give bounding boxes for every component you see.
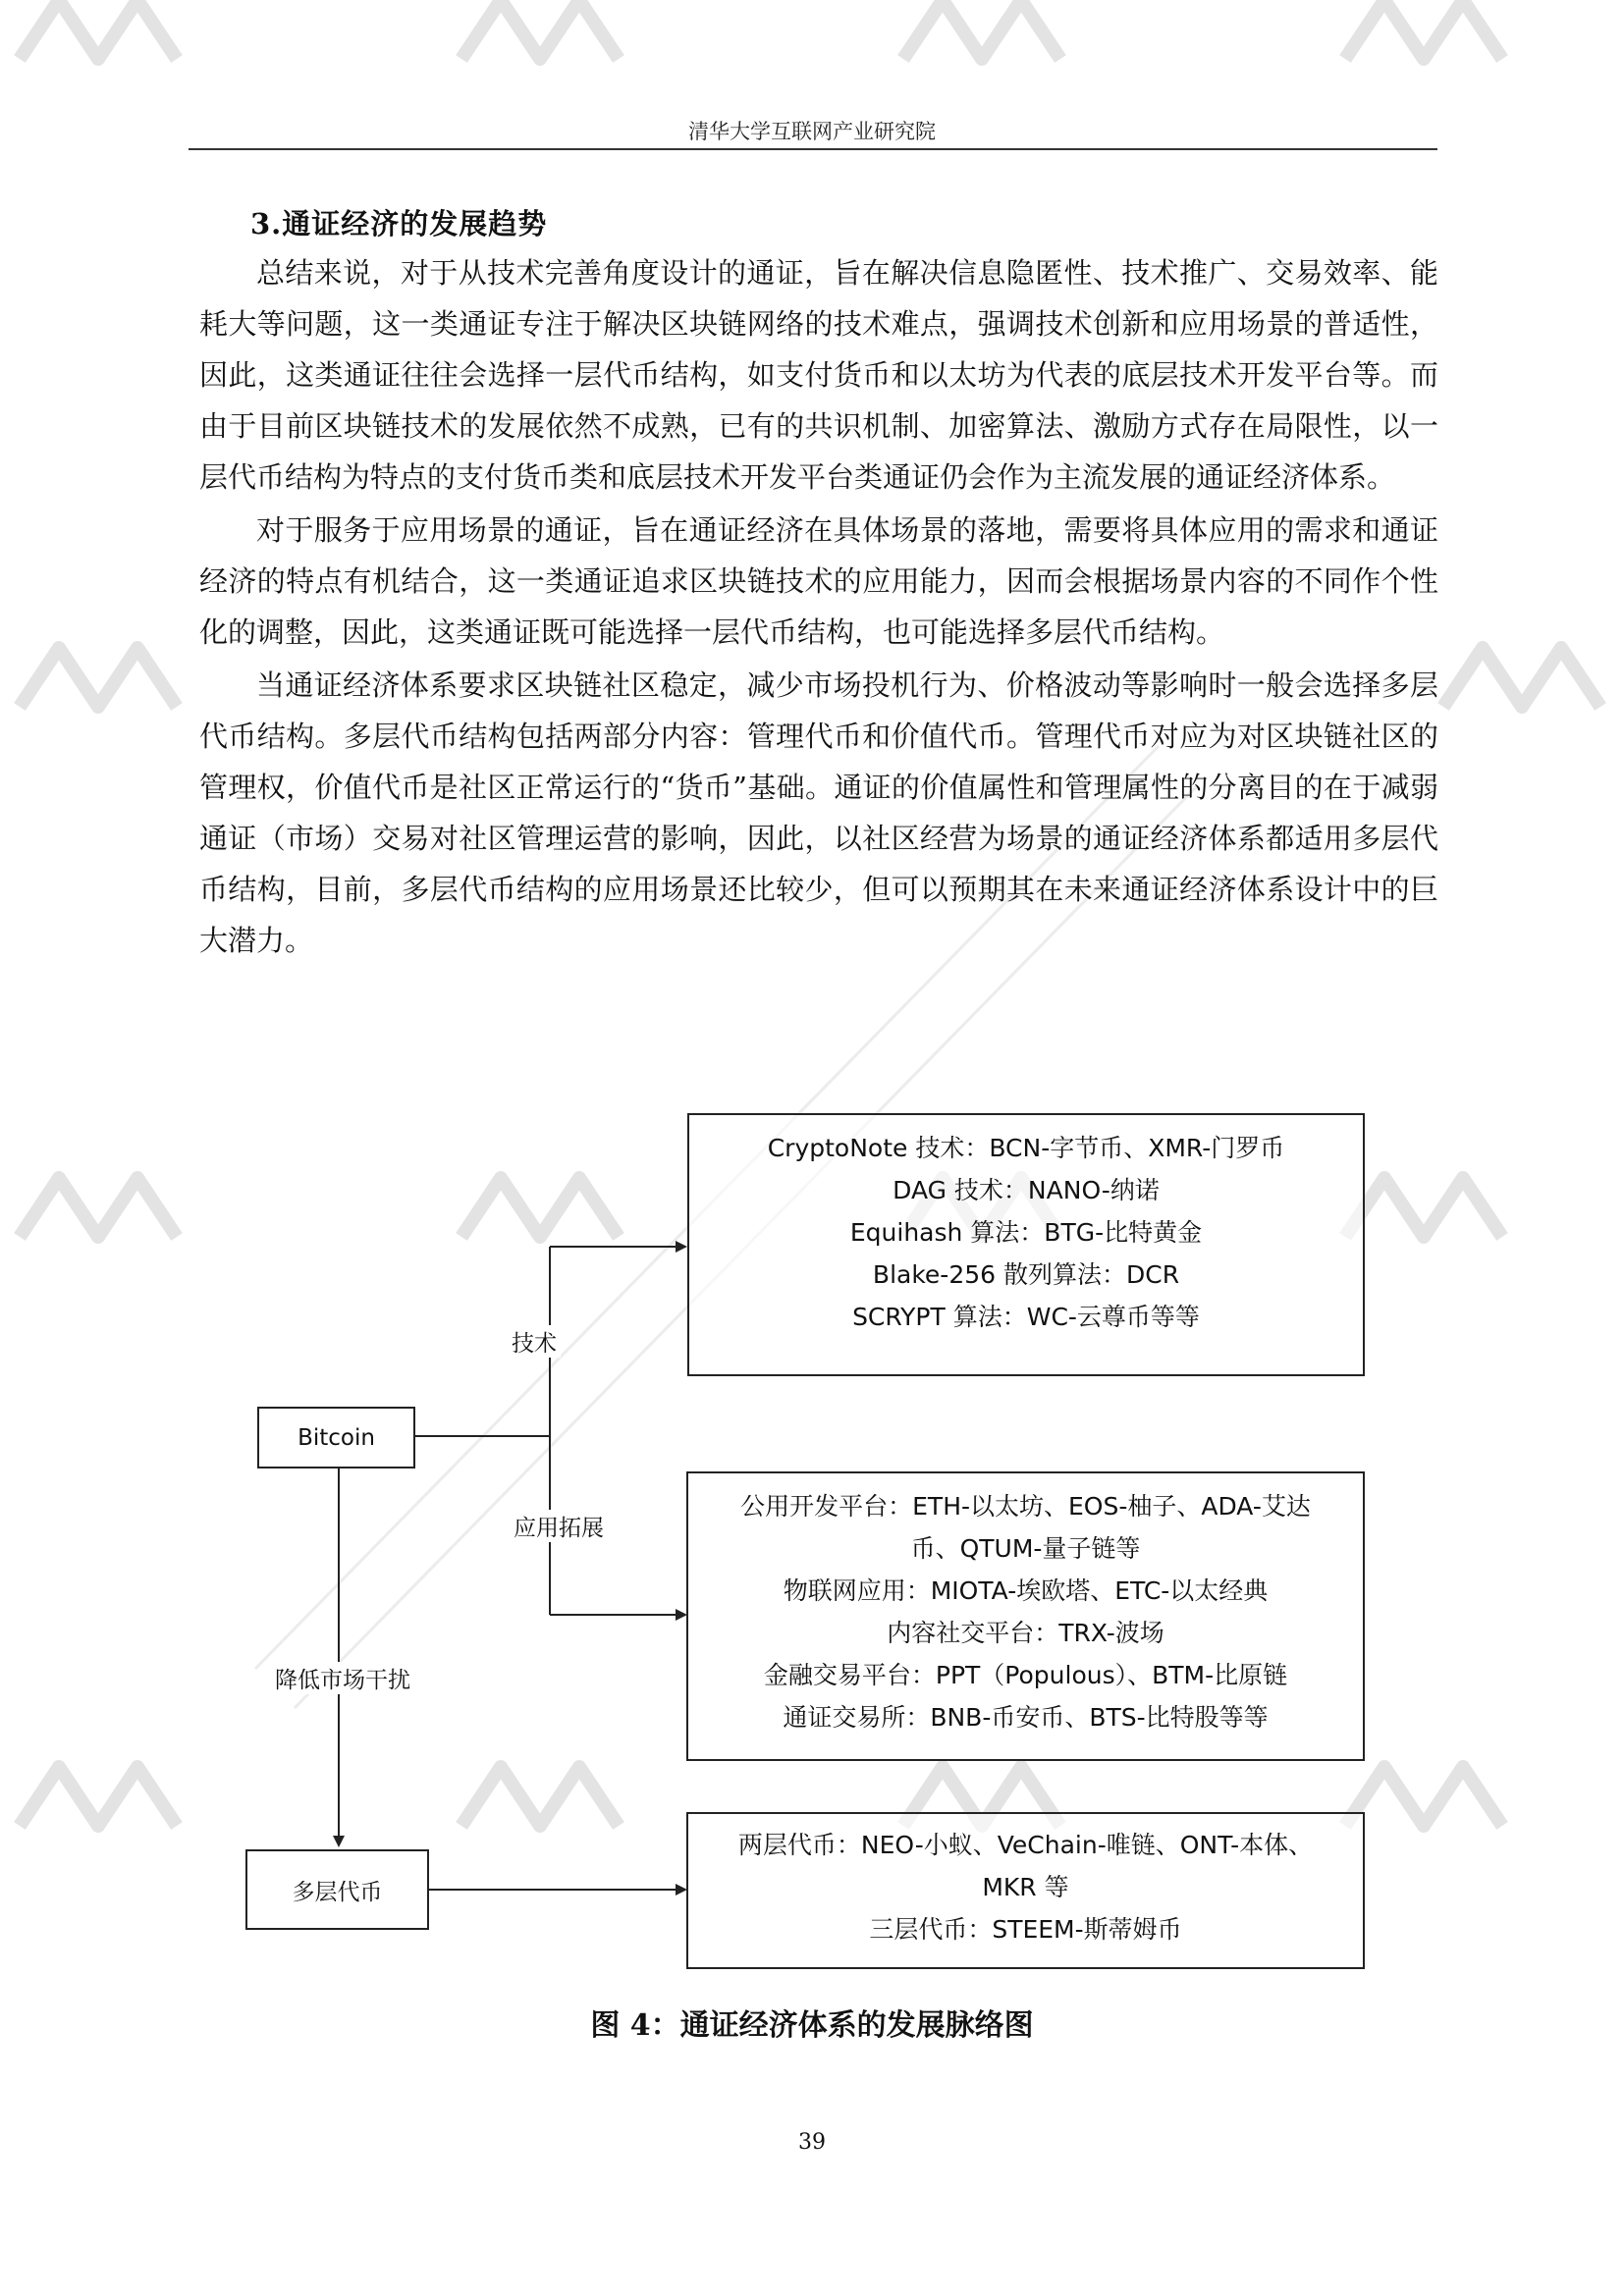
bitcoin-node bbox=[257, 1407, 415, 1468]
multi-layer-item: MKR 等 bbox=[982, 1873, 1069, 1901]
edge-label-tech: 技术 bbox=[508, 1325, 561, 1358]
page-number: 39 bbox=[798, 2130, 826, 2155]
multi-layer-token-label: 多层代币 bbox=[292, 1879, 383, 1905]
app-item: 公用开发平台：ETH-以太坊、EOS-柚子、ADA-艾达 bbox=[740, 1492, 1311, 1521]
tech-item: CryptoNote 技术：BCN-字节币、XMR-门罗币 bbox=[767, 1134, 1285, 1162]
edge-label-reduce-interference: 降低市场干扰 bbox=[271, 1662, 414, 1694]
paragraph: 总结来说，对于从技术完善角度设计的通证，旨在解决信息隐匿性、技术推广、交易效率、能耗大等问题，这一类通证专注于解决区块链网络的技术难点，强调技术创新和应用场景的普适性，因此，这类通证往往会选择一层代币结构，如支付货币和以太坊为代表的底层技术开发平台等。而由于目前区块链技术的发展依然不成熟，已有的共识机制、加密算法、激励方式存在局限性，以一层代币结构为特点的支付货币类和底层技术开发平台类通证仍会作为主流发展的通证经济体系。 bbox=[199, 256, 1438, 494]
multi-layer-item: 三层代币：STEEM-斯蒂姆币 bbox=[869, 1915, 1182, 1944]
multi-layer-item: 两层代币：NEO-小蚁、VeChain-唯链、ONT-本体、 bbox=[737, 1831, 1314, 1859]
multi-layer-examples-box bbox=[686, 1812, 1365, 1969]
edge-label-application: 应用拓展 bbox=[510, 1510, 608, 1542]
header-rule bbox=[189, 148, 1437, 150]
bitcoin-node-label: Bitcoin bbox=[298, 1424, 375, 1451]
figure-caption: 图 4：通证经济体系的发展脉络图 bbox=[590, 2008, 1034, 2043]
tech-item: Equihash 算法：BTG-比特黄金 bbox=[849, 1218, 1203, 1247]
tech-examples-box bbox=[687, 1113, 1365, 1376]
app-item: 金融交易平台：PPT（Populous）、BTM-比原链 bbox=[763, 1661, 1288, 1689]
app-item: 币、QTUM-量子链等 bbox=[910, 1534, 1141, 1563]
app-item: 内容社交平台：TRX-波场 bbox=[887, 1619, 1164, 1647]
paragraph: 对于服务于应用场景的通证，旨在通证经济在具体场景的落地，需要将具体应用的需求和通证经济的特点有机结合，这一类通证追求区块链技术的应用能力，因而会根据场景内容的不同作个性化的调整，因此，这类通证既可能选择一层代币结构，也可能选择多层代币结构。 bbox=[199, 513, 1438, 649]
section-title: 3.通证经济的发展趋势 bbox=[250, 207, 548, 240]
tech-item: DAG 技术：NANO-纳诺 bbox=[893, 1176, 1160, 1204]
app-item: 物联网应用：MIOTA-埃欧塔、ETC-以太经典 bbox=[783, 1576, 1269, 1605]
body-text bbox=[199, 247, 1438, 968]
paragraph: 当通证经济体系要求区块链社区稳定，减少市场投机行为、价格波动等影响时一般会选择多层代币结构。多层代币结构包括两部分内容：管理代币和价值代币。管理代币对应为对区块链社区的管理权，价值代币是社区正常运行的“货币”基础。通证的价值属性和管理属性的分离目的在于减弱通证（市场）交易对社区管理运营的影响，因此，以社区经营为场景的通证经济体系都适用多层代币结构，目前，多层代币结构的应用场景还比较少，但可以预期其在未来通证经济体系设计中的巨大潜力。 bbox=[199, 668, 1438, 957]
tech-item: Blake-256 散列算法：DCR bbox=[872, 1260, 1180, 1289]
running-header: 清华大学互联网产业研究院 bbox=[688, 120, 936, 143]
application-examples-box bbox=[686, 1471, 1365, 1761]
tech-item: SCRYPT 算法：WC-云尊币等等 bbox=[852, 1303, 1200, 1331]
app-item: 通证交易所：BNB-币安币、BTS-比特股等等 bbox=[783, 1703, 1269, 1732]
multi-layer-token-node bbox=[245, 1849, 429, 1930]
